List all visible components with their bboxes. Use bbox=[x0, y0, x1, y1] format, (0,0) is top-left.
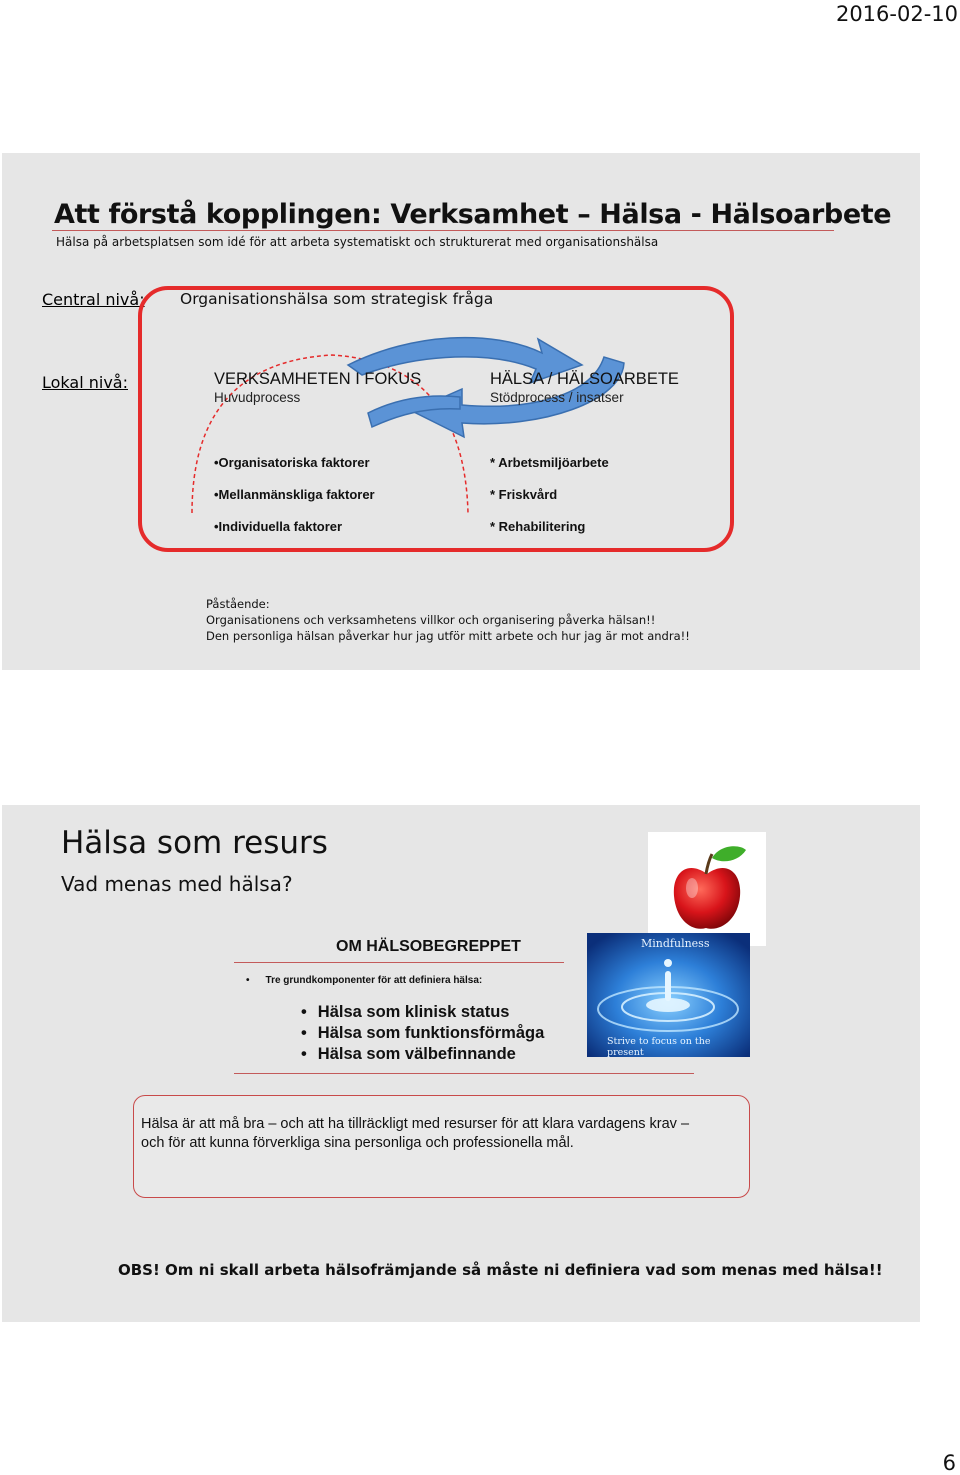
right-heading: HÄLSA / HÄLSOARBETE bbox=[490, 370, 679, 388]
claim-block bbox=[206, 596, 690, 644]
box-title: OM HÄLSOBEGREPPET bbox=[336, 938, 521, 955]
bullet-intro: • Tre grundkomponenter för att definiera hälsa: bbox=[246, 975, 483, 986]
factor-item: •Mellanmänskliga faktorer bbox=[214, 487, 375, 502]
left-heading: VERKSAMHETEN I FOKUS bbox=[214, 370, 422, 388]
central-level-text: Organisationshälsa som strategisk fråga bbox=[180, 290, 494, 308]
component-item: • Hälsa som klinisk status bbox=[301, 1003, 510, 1021]
box-top-rule bbox=[234, 962, 564, 963]
factor-item: •Individuella faktorer bbox=[214, 519, 343, 534]
mindfulness-title: Mindfulness bbox=[641, 937, 710, 950]
bullet-intro-text: Tre grundkomponenter för att definiera hälsa: bbox=[265, 975, 483, 986]
page-number: 6 bbox=[942, 1451, 956, 1475]
component-item: • Hälsa som funktionsförmåga bbox=[301, 1024, 545, 1042]
slide-subtitle: Vad menas med hälsa? bbox=[61, 872, 293, 896]
left-subheading: Huvudprocess bbox=[214, 390, 301, 405]
claim-line: Organisationens och verksamhetens villkor och organisering påverka hälsan!! bbox=[206, 613, 656, 627]
definition-line: och för att kunna förverkliga sina personliga och professionella mål. bbox=[141, 1135, 574, 1151]
slide-date: 2016-02-10 bbox=[835, 2, 958, 26]
definition-line: Hälsa är att må bra – och att ha tillräckligt med resurser för att klara vardagens krav – bbox=[141, 1116, 690, 1132]
apple-icon bbox=[648, 832, 766, 946]
box-bottom-rule bbox=[234, 1073, 694, 1074]
component-item: • Hälsa som välbefinnande bbox=[301, 1045, 516, 1063]
obs-note: OBS! Om ni skall arbeta hälsofrämjande så måste ni definiera vad som menas med hälsa!! bbox=[118, 1261, 883, 1279]
local-level-label: Lokal nivå: bbox=[42, 373, 128, 392]
title-divider bbox=[52, 230, 834, 231]
slide-halsa-som-resurs bbox=[2, 805, 920, 1322]
mindfulness-caption: Strive to focus on the present bbox=[607, 1036, 711, 1057]
claim-line: Den personliga hälsan påverkar hur jag utför mitt arbete och hur jag är mot andra!! bbox=[206, 629, 690, 643]
factor-item: •Organisatoriska faktorer bbox=[214, 455, 370, 470]
claim-label: Påstående: bbox=[206, 597, 270, 611]
apple-image bbox=[648, 832, 766, 946]
slide-title: Hälsa som resurs bbox=[61, 825, 328, 861]
slide-title: Att förstå kopplingen: Verksamhet – Hälsa - Hälsoarbete bbox=[54, 199, 892, 230]
slide-verksamhet-halsa bbox=[2, 153, 920, 670]
mindfulness-image bbox=[587, 933, 750, 1057]
definition-box bbox=[133, 1095, 750, 1198]
support-item: * Rehabilitering bbox=[490, 519, 586, 534]
central-level-label: Central nivå: bbox=[42, 290, 145, 309]
slide-subtitle: Hälsa på arbetsplatsen som idé för att arbeta systematiskt och strukturerat med organisationshälsa bbox=[56, 235, 659, 249]
right-subheading: Stödprocess / insatser bbox=[490, 390, 624, 405]
definition-text bbox=[141, 1115, 689, 1153]
support-item: * Friskvård bbox=[490, 487, 558, 502]
support-item: * Arbetsmiljöarbete bbox=[490, 455, 609, 470]
component-list bbox=[301, 1002, 545, 1065]
